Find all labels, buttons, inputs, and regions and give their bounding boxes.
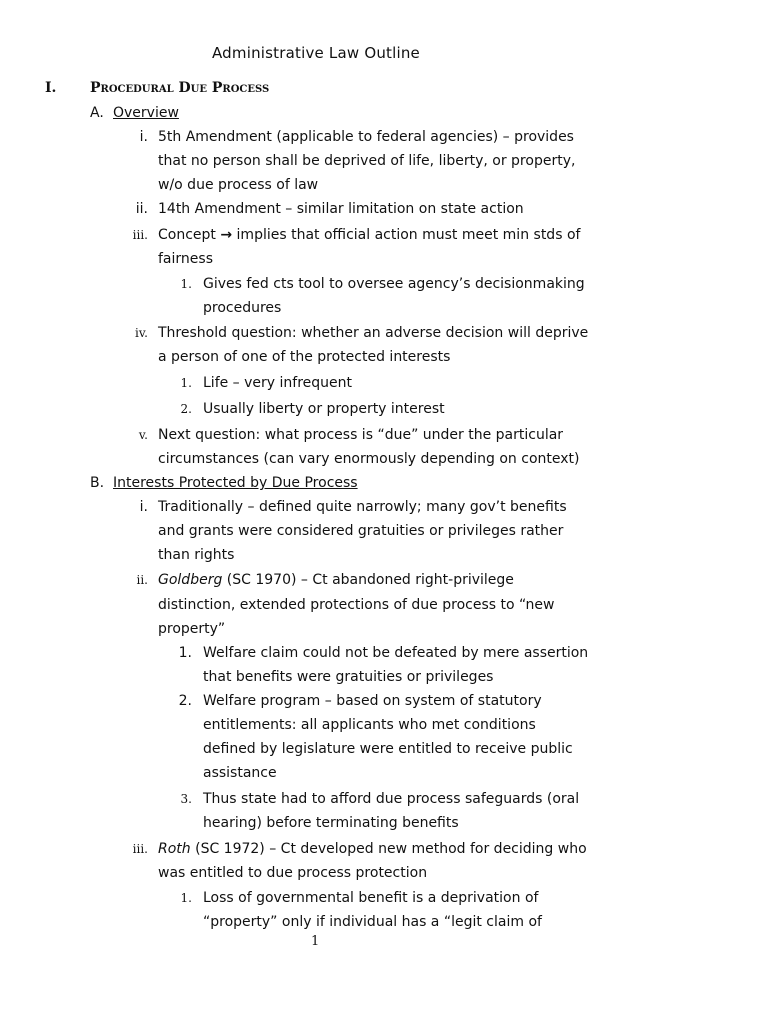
- text-line: Goldberg (SC 1970) – Ct abandoned right-privilege: [158, 572, 514, 588]
- case-name: Roth: [158, 841, 191, 857]
- text-line: Next question: what process is “due” under the particular: [158, 427, 564, 443]
- text-line: “property” only if individual has a “legit claim of: [203, 914, 542, 930]
- item-marker: iii.: [132, 842, 148, 856]
- section-heading: Procedural Due Process: [90, 80, 270, 96]
- document-title: Administrative Law Outline: [211, 44, 420, 62]
- item-marker: 1.: [178, 645, 192, 661]
- text-line: Usually liberty or property interest: [203, 401, 445, 417]
- text-line: and grants were considered gratuities or privileges rather: [158, 523, 564, 539]
- item-marker: ii.: [135, 201, 148, 217]
- subsection-heading: Overview: [113, 105, 179, 121]
- text-line: Life – very infrequent: [203, 375, 353, 391]
- text-line: property”: [158, 621, 226, 637]
- section-marker: I.: [45, 80, 57, 96]
- text-line: that benefits were gratuities or privileges: [203, 669, 494, 685]
- text-line: Welfare claim could not be defeated by mere assertion: [203, 645, 589, 661]
- text-line: Thus state had to afford due process safeguards (oral: [203, 791, 580, 807]
- text-line: circumstances (can vary enormously depending on context): [158, 451, 580, 467]
- text-line: Roth (SC 1972) – Ct developed new method for deciding who: [158, 841, 587, 857]
- subsection-marker: A.: [90, 105, 104, 121]
- text-line: Concept → implies that official action must meet min stds of: [158, 227, 581, 243]
- text-line: Gives fed cts tool to oversee agency’s decisionmaking: [203, 276, 585, 292]
- subsection-marker: B.: [90, 475, 105, 491]
- text-line: distinction, extended protections of due process to “new: [158, 597, 555, 613]
- item-marker: 3.: [180, 792, 192, 806]
- text-line: w/o due process of law: [158, 177, 319, 193]
- arrow-icon: →: [220, 227, 233, 243]
- item-marker: iii.: [132, 228, 148, 242]
- item-marker: 1.: [180, 376, 192, 390]
- item-marker: 2.: [180, 402, 192, 416]
- text-line: than rights: [158, 547, 235, 563]
- text-line: hearing) before terminating benefits: [203, 815, 459, 831]
- case-name: Goldberg: [158, 572, 223, 588]
- item-marker: 1.: [180, 891, 192, 905]
- text-line: was entitled to due process protection: [158, 865, 428, 881]
- item-marker: i.: [139, 129, 148, 145]
- page-number: 1: [311, 934, 320, 949]
- item-marker: iv.: [134, 326, 148, 340]
- text-line: that no person shall be deprived of life, liberty, or property,: [158, 153, 576, 169]
- text-line: entitlements: all applicants who met conditions: [203, 717, 536, 733]
- text-line: a person of one of the protected interests: [158, 349, 451, 365]
- text-line: Loss of governmental benefit is a deprivation of: [203, 890, 539, 906]
- text-line: Threshold question: whether an adverse decision will deprive: [158, 325, 589, 341]
- text-line: defined by legislature were entitled to receive public: [203, 741, 573, 757]
- item-marker: ii.: [136, 573, 148, 587]
- item-marker: 1.: [180, 277, 192, 291]
- text-line: Welfare program – based on system of statutory: [203, 693, 542, 709]
- text-line: assistance: [203, 765, 277, 781]
- text-line: fairness: [158, 251, 213, 267]
- item-marker: 2.: [178, 693, 192, 709]
- item-marker: i.: [139, 499, 148, 515]
- text-line: procedures: [203, 300, 282, 316]
- item-marker: v.: [138, 428, 148, 442]
- text-line: Traditionally – defined quite narrowly; many gov’t benefits: [158, 499, 567, 515]
- text-line: 5th Amendment (applicable to federal agencies) – provides: [158, 129, 574, 145]
- subsection-heading: Interests Protected by Due Process: [113, 475, 358, 491]
- text-line: 14th Amendment – similar limitation on state action: [158, 201, 524, 217]
